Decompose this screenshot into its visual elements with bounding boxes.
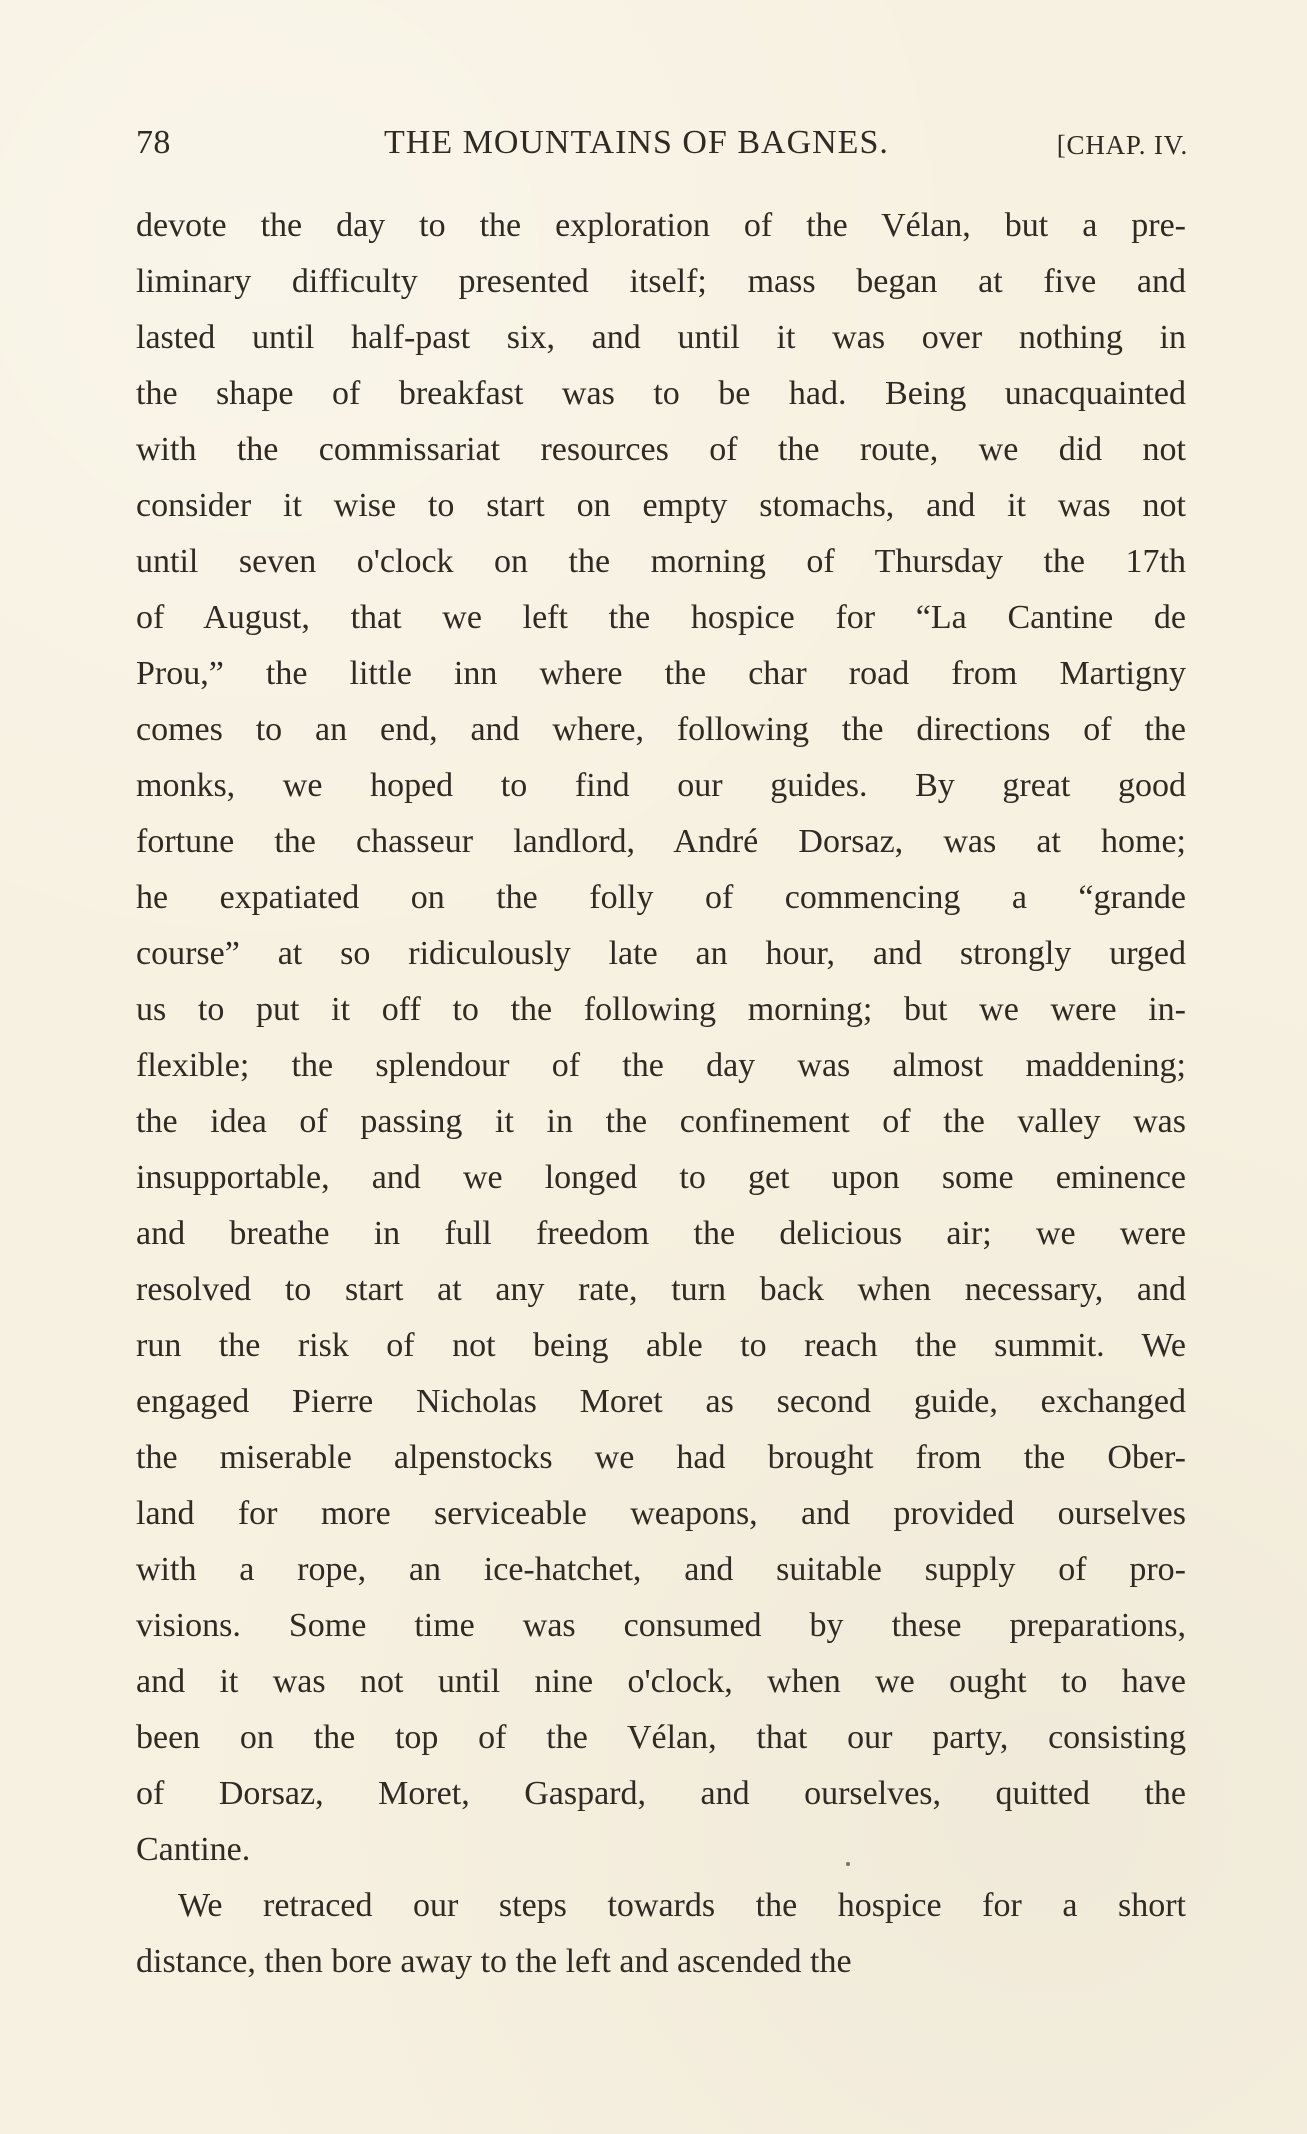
text-line: insupportable, and we longed to get upon some eminence bbox=[136, 1159, 1186, 1196]
text-line: of August, that we left the hospice for “La Cantine de bbox=[136, 599, 1186, 636]
text-line: and it was not until nine o'clock, when we ought to have bbox=[136, 1663, 1186, 1700]
text-line: land for more serviceable weapons, and provided ourselves bbox=[136, 1495, 1186, 1532]
body-text bbox=[136, 198, 1186, 1990]
text-line: fortune the chasseur landlord, André Dorsaz, was at home; bbox=[136, 823, 1186, 860]
text-line: resolved to start at any rate, turn back when necessary, and bbox=[136, 1271, 1186, 1308]
text-line: monks, we hoped to find our guides. By great good bbox=[136, 767, 1186, 804]
ink-speck bbox=[846, 1862, 850, 1866]
text-line: the idea of passing it in the confinement of the valley was bbox=[136, 1103, 1186, 1140]
text-line: Prou,” the little inn where the char road from Martigny bbox=[136, 655, 1186, 692]
text-line: been on the top of the Vélan, that our party, consisting bbox=[136, 1719, 1186, 1756]
text-line: of Dorsaz, Moret, Gaspard, and ourselves, quitted the bbox=[136, 1775, 1186, 1812]
text-line: until seven o'clock on the morning of Thursday the 17th bbox=[136, 543, 1186, 580]
text-line: distance, then bore away to the left and ascended the bbox=[136, 1943, 852, 1980]
text-line: with the commissariat resources of the route, we did not bbox=[136, 431, 1186, 468]
text-line: flexible; the splendour of the day was almost maddening; bbox=[136, 1047, 1186, 1084]
text-line: We retraced our steps towards the hospice for a short bbox=[178, 1887, 1186, 1924]
running-title: THE MOUNTAINS OF BAGNES. bbox=[384, 124, 889, 161]
running-head bbox=[136, 118, 1188, 168]
text-line: the shape of breakfast was to be had. Being unacquainted bbox=[136, 375, 1186, 412]
text-line: run the risk of not being able to reach the summit. We bbox=[136, 1327, 1186, 1364]
chapter-mark: [CHAP. IV. bbox=[1056, 130, 1188, 160]
page-number: 78 bbox=[136, 124, 171, 161]
text-line: consider it wise to start on empty stomachs, and it was not bbox=[136, 487, 1186, 524]
text-line: engaged Pierre Nicholas Moret as second guide, exchanged bbox=[136, 1383, 1186, 1420]
text-line: course” at so ridiculously late an hour, and strongly urged bbox=[136, 935, 1186, 972]
text-line: devote the day to the exploration of the Vélan, but a pre- bbox=[136, 207, 1186, 244]
text-line: liminary difficulty presented itself; mass began at five and bbox=[136, 263, 1186, 300]
text-line: comes to an end, and where, following the directions of the bbox=[136, 711, 1186, 748]
text-line: he expatiated on the folly of commencing a “grande bbox=[136, 879, 1186, 916]
text-line: visions. Some time was consumed by these preparations, bbox=[136, 1607, 1186, 1644]
text-line: with a rope, an ice-hatchet, and suitable supply of pro- bbox=[136, 1551, 1186, 1588]
text-line: and breathe in full freedom the delicious air; we were bbox=[136, 1215, 1186, 1252]
text-line: Cantine. bbox=[136, 1831, 251, 1868]
text-line: the miserable alpenstocks we had brought from the Ober- bbox=[136, 1439, 1186, 1476]
text-line: us to put it off to the following morning; but we were in- bbox=[136, 991, 1186, 1028]
text-line: lasted until half-past six, and until it was over nothing in bbox=[136, 319, 1186, 356]
